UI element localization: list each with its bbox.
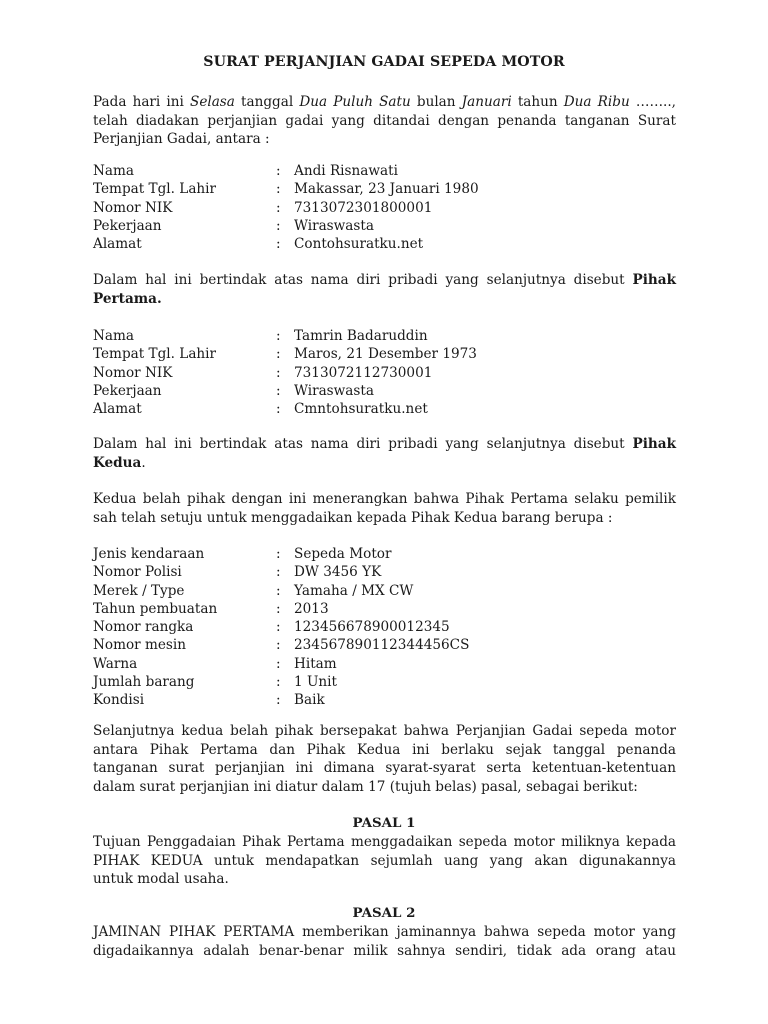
year-value: Dua Ribu <box>563 94 630 110</box>
field-row: Alamat : Cmntohsuratku.net <box>93 401 428 418</box>
pasal-2-body: JAMINAN PIHAK PERTAMA memberikan jaminannya bahwa sepeda motor yang digadaikannya adalah benar-benar milik sahnya sendiri, tidak ada orang atau <box>93 924 676 959</box>
intro-line-3: Perjanjian Gadai, antara : <box>93 131 270 147</box>
pasal-2-heading: PASAL 2 <box>352 905 416 921</box>
pihak-kedua-label: Kedua <box>93 454 142 471</box>
field-row: Nomor Polisi : DW 3456 YK <box>93 564 382 581</box>
field-row: Alamat : Contohsuratku.net <box>93 236 424 253</box>
ownership-paragraph: Kedua belah pihak dengan ini menerangkan bahwa Pihak Pertama selaku pemilik sah telah setuju untuk menggadaikan kepada Pihak Kedua barang berupa : <box>93 491 676 526</box>
intro-line-2: telah diadakan perjanjian gadai yang ditandai dengan penanda tanganan Surat <box>93 112 676 129</box>
day-value: Selasa <box>190 94 235 110</box>
pihak-label: Pihak <box>632 272 676 288</box>
field-row: Nomor mesin : 234567890112344456CS <box>93 637 470 654</box>
pihak-label: Pihak <box>632 436 676 452</box>
vehicle-fields <box>93 545 676 710</box>
field-row: Pekerjaan : Wiraswasta <box>93 382 374 399</box>
party1-statement: Dalam hal ini bertindak atas nama diri pribadi yang selanjutnya disebut Pihak Pertama. <box>93 272 676 307</box>
intro-line-1: Pada hari ini Selasa tanggal Dua Puluh Satu bulan Januari tahun Dua Ribu …….., <box>93 94 676 110</box>
field-row: Tahun pembuatan : 2013 <box>93 600 329 617</box>
field-row: Nama : Andi Risnawati <box>93 163 398 179</box>
date-value: Dua Puluh Satu <box>299 94 411 110</box>
field-row: Pekerjaan : Wiraswasta <box>93 217 374 234</box>
month-value: Januari <box>461 94 512 110</box>
intro-paragraph <box>93 93 676 149</box>
pihak-pertama-label: Pertama. <box>93 290 162 307</box>
field-row: Tempat Tgl. Lahir : Maros, 21 Desember 1973 <box>93 346 477 363</box>
field-row: Nomor NIK : 7313072112730001 <box>93 364 433 381</box>
party2-fields <box>93 327 676 418</box>
field-row: Nama : Tamrin Badaruddin <box>93 328 428 344</box>
pasal-1-heading: PASAL 1 <box>352 815 416 831</box>
field-row: Nomor NIK : 7313072301800001 <box>93 199 433 216</box>
field-row: Merek / Type : Yamaha / MX CW <box>93 582 414 599</box>
field-row: Jumlah barang : 1 Unit <box>93 674 337 691</box>
field-row: Warna : Hitam <box>93 655 337 672</box>
document-title: SURAT PERJANJIAN GADAI SEPEDA MOTOR <box>203 54 565 70</box>
field-row: Kondisi : Baik <box>93 692 325 709</box>
pasal-1-body: Tujuan Penggadaian Pihak Pertama menggadaikan sepeda motor miliknya kepada PIHAK KEDUA untuk mendapatkan sejumlah uang yang akan digunakannya untuk modal usaha. <box>93 834 676 887</box>
field-row: Nomor rangka : 123456678900012345 <box>93 619 450 636</box>
party1-fields <box>93 162 676 253</box>
agreement-paragraph: Selanjutnya kedua belah pihak bersepakat bahwa Perjanjian Gadai sepeda motor antara Pihak Pertama dan Pihak Kedua ini berlaku sejak tanggal penanda tanganan surat perjanjian ini dimana syarat-syarat serta ketentuan-ketentuan dalam surat perjanjian ini diatur dalam 17 (tujuh belas) pasal, sebagai berikut: <box>93 723 676 795</box>
party2-statement: Dalam hal ini bertindak atas nama diri pribadi yang selanjutnya disebut Pihak Kedua. <box>93 436 676 471</box>
field-row: Jenis kendaraan : Sepeda Motor <box>93 546 392 562</box>
field-row: Tempat Tgl. Lahir : Makassar, 23 Januari 1980 <box>93 181 479 198</box>
